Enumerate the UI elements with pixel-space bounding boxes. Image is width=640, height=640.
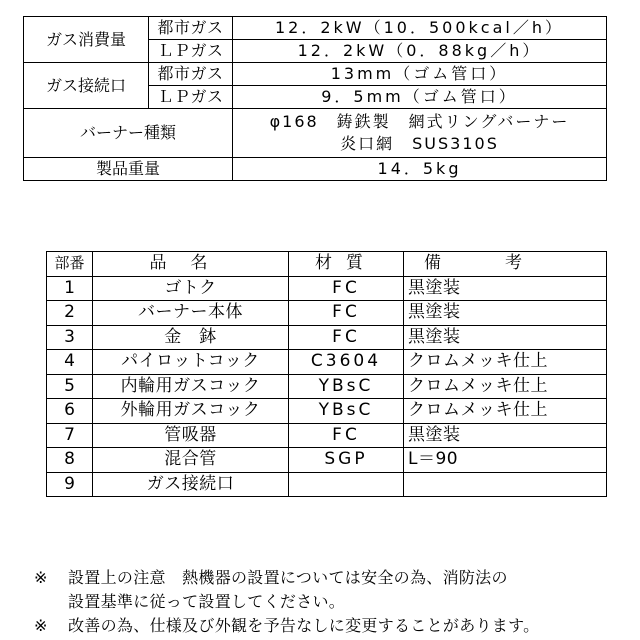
gas-connection-city-gas-label: 都市ガス [149, 63, 233, 86]
part-material: FC [289, 276, 404, 301]
product-weight-value: 14．5kg [233, 158, 607, 181]
table-row [47, 325, 607, 350]
part-no: 9 [47, 472, 93, 497]
note-specification-change [34, 614, 614, 638]
note-line: 設置上の注意 熱機器の設置については安全の為、消防法の [68, 568, 508, 587]
part-remarks: クロムメッキ仕上 [404, 399, 607, 424]
note-line: 設置基準に従って設置してください。 [68, 592, 346, 611]
burner-type-label: バーナー種類 [24, 109, 233, 158]
parts-header-row [47, 252, 607, 277]
note-line: 改善の為、仕様及び外観を予告なしに変更することがあります。 [68, 616, 540, 635]
part-material [289, 472, 404, 497]
part-material: FC [289, 325, 404, 350]
parts-header-remarks: 備考 [404, 252, 607, 277]
part-no: 1 [47, 276, 93, 301]
spec-row-product-weight [24, 158, 607, 181]
parts-header-material: 材質 [289, 252, 404, 277]
part-name: 金 鉢 [93, 325, 289, 350]
part-no: 2 [47, 301, 93, 326]
gas-consumption-city-gas-label: 都市ガス [149, 17, 233, 40]
spec-table [23, 16, 607, 181]
gas-consumption-city-gas-value: 12．2kW（10．500kcal／h） [233, 17, 607, 40]
note-mark: ※ [34, 568, 48, 587]
part-name: パイロットコック [93, 350, 289, 375]
part-material: FC [289, 423, 404, 448]
part-no: 3 [47, 325, 93, 350]
part-material: YBsC [289, 374, 404, 399]
part-remarks: 黒塗装 [404, 325, 607, 350]
part-name: 管吸器 [93, 423, 289, 448]
table-row [47, 350, 607, 375]
part-name: 外輪用ガスコック [93, 399, 289, 424]
part-remarks: クロムメッキ仕上 [404, 374, 607, 399]
gas-connection-city-gas-value: 13mm（ゴム管口） [233, 63, 607, 86]
part-material: C3604 [289, 350, 404, 375]
table-row [47, 276, 607, 301]
parts-header-no: 部番 [47, 252, 93, 277]
table-row [47, 448, 607, 473]
gas-connection-label: ガス接続口 [24, 63, 149, 109]
gas-connection-lp-gas-value: 9．5mm（ゴム管口） [233, 86, 607, 109]
part-material: FC [289, 301, 404, 326]
part-name: バーナー本体 [93, 301, 289, 326]
gas-connection-lp-gas-label: ＬＰガス [149, 86, 233, 109]
table-row [47, 423, 607, 448]
part-no: 5 [47, 374, 93, 399]
notes-section [34, 566, 614, 638]
part-no: 7 [47, 423, 93, 448]
note-text [68, 566, 614, 614]
table-row [47, 399, 607, 424]
burner-type-value [233, 109, 607, 158]
burner-type-line-2: 炎口網 SUS310S [340, 134, 499, 153]
gas-consumption-lp-gas-value: 12．2kW（0．88kg／h） [233, 40, 607, 63]
part-no: 6 [47, 399, 93, 424]
note-installation [34, 566, 614, 614]
part-name: ガス接続口 [93, 472, 289, 497]
part-no: 4 [47, 350, 93, 375]
table-row [47, 472, 607, 497]
burner-type-line-1: φ168 鋳鉄製 網式リングバーナー [269, 112, 570, 131]
parts-header-name: 品名 [93, 252, 289, 277]
part-name: 内輪用ガスコック [93, 374, 289, 399]
gas-consumption-lp-gas-label: ＬＰガス [149, 40, 233, 63]
note-text [68, 614, 614, 638]
spec-row-gas-connection-city [24, 63, 607, 86]
table-row [47, 301, 607, 326]
parts-table [46, 251, 607, 497]
spec-row-burner-type [24, 109, 607, 158]
part-remarks: 黒塗装 [404, 276, 607, 301]
part-remarks: 黒塗装 [404, 423, 607, 448]
part-remarks: クロムメッキ仕上 [404, 350, 607, 375]
part-no: 8 [47, 448, 93, 473]
part-name: 混合管 [93, 448, 289, 473]
note-mark: ※ [34, 616, 48, 635]
product-weight-label: 製品重量 [24, 158, 233, 181]
gas-consumption-label: ガス消費量 [24, 17, 149, 63]
spec-row-gas-consumption-city [24, 17, 607, 40]
part-name: ゴトク [93, 276, 289, 301]
part-material: SGP [289, 448, 404, 473]
part-material: YBsC [289, 399, 404, 424]
table-row [47, 374, 607, 399]
part-remarks [404, 472, 607, 497]
part-remarks: 黒塗装 [404, 301, 607, 326]
part-remarks: L＝90 [404, 448, 607, 473]
